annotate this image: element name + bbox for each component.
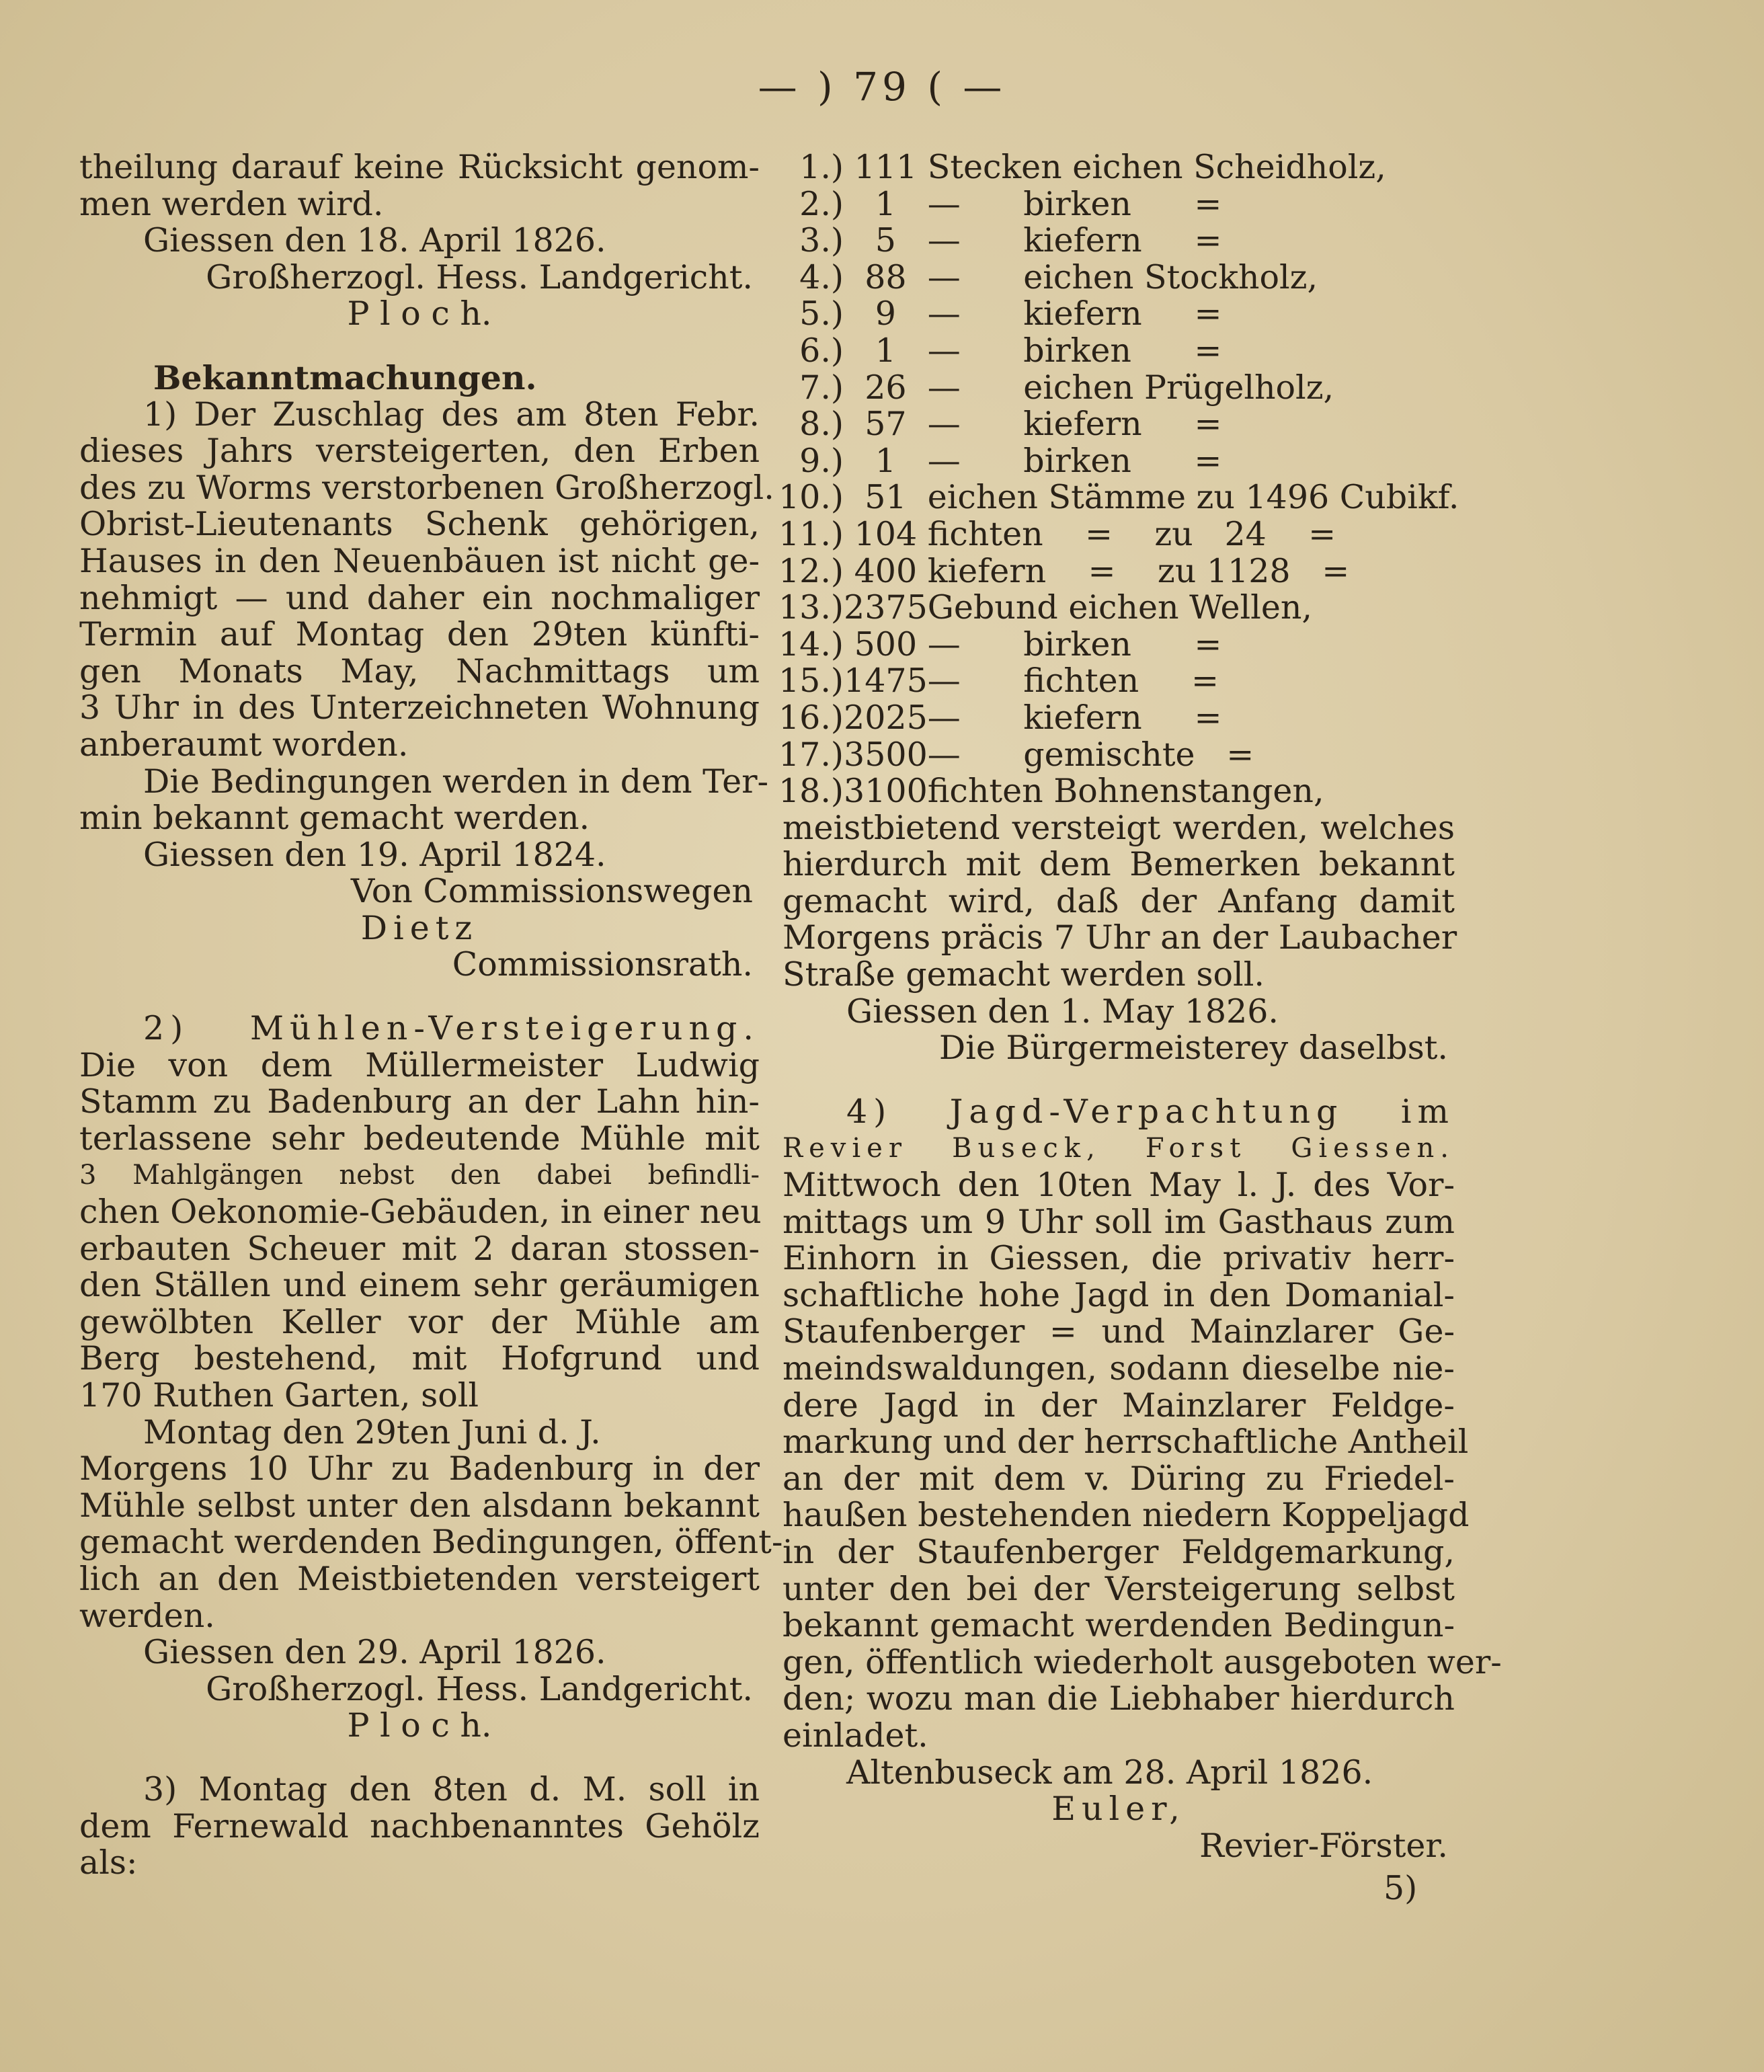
right-column <box>778 148 1502 1865</box>
item-number: 17.) <box>778 735 844 774</box>
item-description: — birken = <box>927 441 1222 480</box>
item-description: — birken = <box>927 331 1222 370</box>
text-line: dieses Jahrs versteigerten, den Erben <box>79 432 760 471</box>
text-line: P l o c h. <box>347 1706 492 1745</box>
text-line: gewölbten Keller vor der Mühle am <box>79 1302 760 1341</box>
text-line: Morgens präcis 7 Uhr an der Laubacher <box>783 918 1457 957</box>
text-line: mittags um 9 Uhr soll im Gasthaus zum <box>783 1202 1455 1241</box>
folio-mark: 5) <box>1384 1869 1418 1907</box>
item-quantity: 111 <box>854 148 918 186</box>
text-line: Giessen den 29. April 1826. <box>143 1633 606 1672</box>
item-quantity: 500 <box>854 625 918 664</box>
text-line: unter den bei der Versteigerung selbst <box>783 1569 1455 1608</box>
wood-list-row <box>778 370 1459 407</box>
item-quantity: 51 <box>865 478 907 517</box>
text-line: Die Bürgermeisterey daselbst. <box>938 1029 1448 1068</box>
text-line: 4) Jagd-Verpachtung im <box>846 1092 1455 1131</box>
page-number: — ) 79 ( — <box>758 64 1006 110</box>
item-number: 3.) <box>799 221 844 260</box>
wood-list-row <box>778 663 1459 700</box>
text-line: Morgens 10 Uhr zu Badenburg in der <box>79 1449 760 1488</box>
item-quantity: 1475 <box>844 662 928 701</box>
paragraph-gap <box>79 984 760 1010</box>
item-description: — birken = <box>927 625 1222 664</box>
text-line: 3 Uhr in des Unterzeichneten Wohnung <box>79 688 760 727</box>
text-line: Commissionsrath. <box>452 945 753 984</box>
wood-list-table <box>778 149 1459 810</box>
text-line: Straße gemacht werden soll. <box>783 955 1265 994</box>
text-line: Von Commissionswegen <box>350 872 753 911</box>
text-line: Euler, <box>1051 1790 1186 1829</box>
text-line: Mühle selbst unter den alsdann bekannt <box>79 1486 760 1525</box>
text-line: gemacht werdenden Bedingungen, öffent- <box>79 1523 783 1562</box>
wood-list-row <box>778 627 1459 664</box>
text-line: hierdurch mit dem Bemerken bekannt <box>783 845 1455 884</box>
wood-list-row <box>778 260 1459 296</box>
text-line: Hauses in den Neuenbäuen ist nicht ge- <box>79 541 760 580</box>
text-line: min bekannt gemacht werden. <box>79 799 590 838</box>
item-quantity: 400 <box>854 551 918 590</box>
item-quantity: 88 <box>865 257 907 296</box>
text-line: Großherzogl. Hess. Landgericht. <box>206 1669 753 1708</box>
text-line: Berg bestehend, mit Hofgrund und <box>79 1339 760 1378</box>
wood-list-row <box>778 737 1459 774</box>
item-number: 10.) <box>778 478 844 517</box>
text-line: Dietz <box>360 908 479 947</box>
text-line: P l o c h. <box>347 294 492 333</box>
text-line: Einhorn in Giessen, die privativ herr- <box>783 1239 1455 1278</box>
paragraph-gap <box>79 333 760 360</box>
item-description: — kiefern = <box>927 698 1222 737</box>
item-number: 5.) <box>799 294 844 333</box>
text-line: lich an den Meistbietenden versteigert <box>79 1559 760 1598</box>
text-line: men werden wird. <box>79 184 384 223</box>
item-number: 8.) <box>799 405 844 444</box>
item-description: — kiefern = <box>927 294 1222 333</box>
text-line: gen Monats May, Nachmittags um <box>79 651 760 690</box>
item-number: 7.) <box>799 368 844 407</box>
text-line: bekannt gemacht werdenden Bedingun- <box>783 1606 1455 1645</box>
text-line: erbauten Scheuer mit 2 daran stossen- <box>79 1229 760 1268</box>
text-line: 2) Mühlen-Versteigerung. <box>143 1009 760 1048</box>
wood-list-row <box>778 333 1459 370</box>
item-description: Gebund eichen Wellen, <box>927 588 1312 627</box>
text-line: theilung darauf keine Rücksicht genom- <box>79 148 760 186</box>
item-number: 18.) <box>778 772 844 811</box>
paragraph-gap <box>79 1745 760 1771</box>
item-quantity: 3100 <box>844 772 928 811</box>
item-description: — eichen Stockholz, <box>927 257 1318 296</box>
item-number: 13.) <box>778 588 844 627</box>
item-number: 12.) <box>778 551 844 590</box>
left-column <box>79 148 783 1882</box>
wood-list-row <box>778 516 1459 553</box>
text-line: nehmigt — und daher ein nochmaliger <box>79 578 760 617</box>
text-line: Die Bedingungen werden in dem Ter- <box>143 762 769 801</box>
text-line: Großherzogl. Hess. Landgericht. <box>206 257 753 296</box>
text-line: Giessen den 1. May 1826. <box>846 992 1279 1031</box>
item-quantity: 1 <box>875 441 896 480</box>
text-line: gen, öffentlich wiederholt ausgeboten wer- <box>783 1642 1502 1681</box>
item-quantity: 1 <box>875 184 896 223</box>
text-line: Obrist-Lieutenants Schenk gehörigen, <box>79 505 760 544</box>
wood-list-row <box>778 406 1459 443</box>
wood-list-row <box>778 700 1459 737</box>
item-quantity: 5 <box>875 221 896 260</box>
text-line: chen Oekonomie-Gebäuden, in einer neu <box>79 1193 762 1232</box>
item-description: — kiefern = <box>927 221 1222 260</box>
text-line: Giessen den 19. April 1824. <box>143 835 606 874</box>
text-line: dem Fernewald nachbenanntes Gehölz <box>79 1806 760 1845</box>
text-line: 170 Ruthen Garten, soll <box>79 1376 479 1414</box>
wood-list-row <box>778 296 1459 333</box>
text-line: 1) Der Zuschlag des am 8ten Febr. <box>143 395 760 434</box>
text-line: meistbietend versteigt werden, welches <box>783 808 1455 847</box>
text-line: Giessen den 18. April 1826. <box>143 221 606 260</box>
item-description: — birken = <box>927 184 1222 223</box>
text-line: Revier-Förster. <box>1199 1826 1448 1865</box>
item-number: 4.) <box>799 257 844 296</box>
text-line: einladet. <box>783 1716 928 1755</box>
item-description: eichen Stämme zu 1496 Cubikf. <box>927 478 1459 517</box>
item-description: — kiefern = <box>927 405 1222 444</box>
item-number: 6.) <box>799 331 844 370</box>
wood-list-row <box>778 443 1459 480</box>
item-quantity: 2375 <box>844 588 928 627</box>
text-line: Mittwoch den 10ten May l. J. des Vor- <box>783 1166 1455 1205</box>
text-line: Revier Buseck, Forst Giessen. <box>783 1133 1455 1164</box>
text-line: werden. <box>79 1596 215 1635</box>
wood-list-row <box>778 149 1459 186</box>
text-line: Altenbuseck am 28. April 1826. <box>846 1753 1373 1792</box>
text-line: schaftliche hohe Jagd in den Domanial- <box>783 1275 1455 1314</box>
wood-list-row <box>778 773 1459 810</box>
text-line: in der Staufenberger Feldgemarkung, <box>783 1532 1455 1571</box>
item-quantity: 26 <box>865 368 907 407</box>
text-line: meindswaldungen, sodann dieselbe nie- <box>783 1349 1455 1388</box>
item-number: 16.) <box>778 698 844 737</box>
item-number: 14.) <box>778 625 844 664</box>
text-line: als: <box>79 1843 138 1882</box>
wood-list-row <box>778 590 1459 627</box>
item-description: — gemischte = <box>927 735 1254 774</box>
text-line: den; wozu man die Liebhaber hierdurch <box>783 1679 1455 1718</box>
text-line: terlassene sehr bedeutende Mühle mit <box>79 1119 760 1158</box>
text-line: dere Jagd in der Mainzlarer Feldge- <box>783 1386 1455 1425</box>
item-description: — fichten = <box>927 662 1219 701</box>
item-description: kiefern = zu 1128 = <box>927 551 1350 590</box>
text-line: den Ställen und einem sehr geräumigen <box>79 1266 760 1305</box>
text-line: Montag den 29ten Juni d. J. <box>143 1412 601 1451</box>
text-line: Die von dem Müllermeister Ludwig <box>79 1045 760 1084</box>
wood-list-row <box>778 186 1459 223</box>
item-quantity: 57 <box>865 405 907 444</box>
text-line: Stamm zu Badenburg an der Lahn hin- <box>79 1082 760 1121</box>
item-quantity: 1 <box>875 331 896 370</box>
item-description: Stecken eichen Scheidholz, <box>927 148 1386 186</box>
item-description: fichten Bohnenstangen, <box>927 772 1324 811</box>
item-number: 11.) <box>778 514 844 553</box>
item-quantity: 2025 <box>844 698 928 737</box>
text-line: an der mit dem v. Düring zu Friedel- <box>783 1459 1455 1498</box>
wood-list-row <box>778 479 1459 516</box>
text-line: 3 Mahlgängen nebst den dabei befindli- <box>79 1160 760 1191</box>
text-line: des zu Worms verstorbenen Großherzogl. <box>79 468 774 507</box>
text-line: Bekanntmachungen. <box>153 358 537 397</box>
wood-list-row <box>778 553 1459 590</box>
paragraph-gap <box>783 1067 1455 1094</box>
item-number: 1.) <box>799 148 844 186</box>
text-line: markung und der herrschaftliche Antheil <box>783 1423 1469 1462</box>
item-number: 9.) <box>799 441 844 480</box>
item-number: 2.) <box>799 184 844 223</box>
text-line: anberaumt worden. <box>79 725 409 764</box>
item-quantity: 3500 <box>844 735 928 774</box>
item-description: — eichen Prügelholz, <box>927 368 1334 407</box>
item-quantity: 104 <box>854 514 918 553</box>
item-description: fichten = zu 24 = <box>927 514 1336 553</box>
text-line: Staufenberger = und Mainzlarer Ge- <box>783 1312 1455 1351</box>
text-line: 3) Montag den 8ten d. M. soll in <box>143 1769 760 1808</box>
item-quantity: 9 <box>875 294 896 333</box>
text-line: gemacht wird, daß der Anfang damit <box>783 881 1455 920</box>
text-line: haußen bestehenden niedern Koppeljagd <box>783 1496 1470 1535</box>
wood-list-row <box>778 223 1459 260</box>
text-line: Termin auf Montag den 29ten künfti- <box>79 615 760 654</box>
right-column-text <box>783 808 1502 1865</box>
item-number: 15.) <box>778 662 844 701</box>
